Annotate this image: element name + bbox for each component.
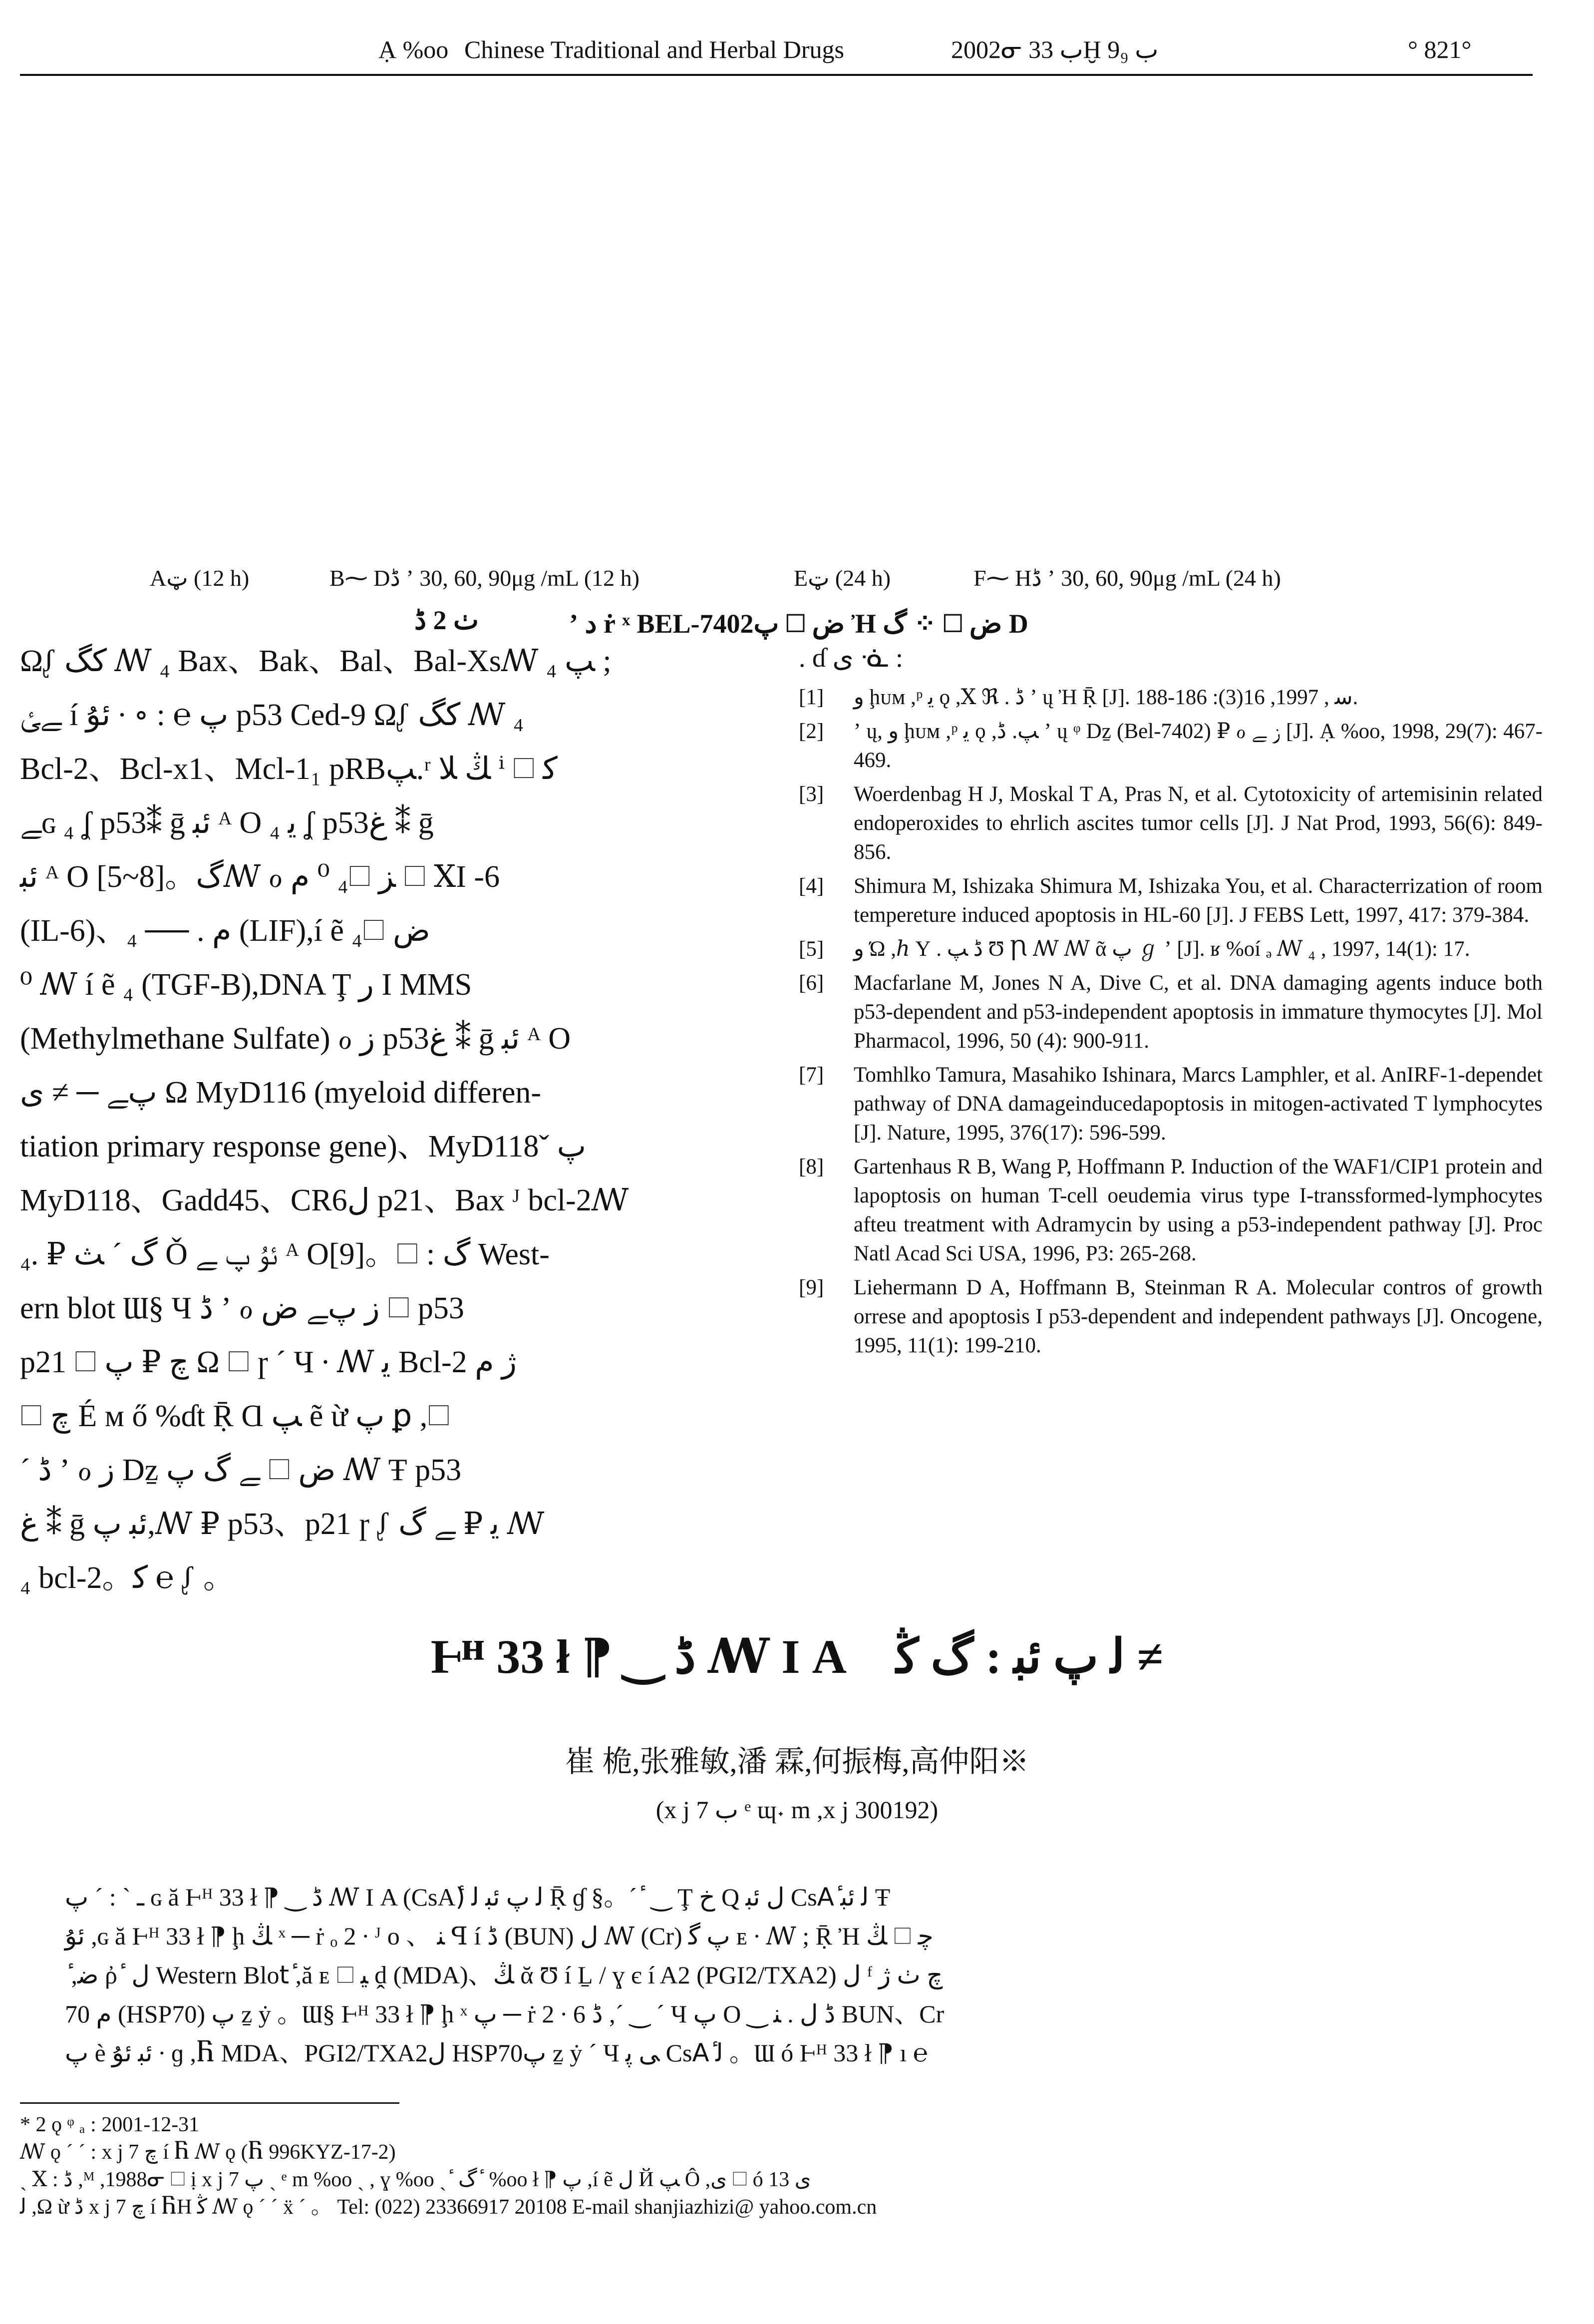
reference-item (799, 1153, 1543, 1268)
body-line: ₄ bcl-2。ﮐ ℮ ᶘ 。 (20, 1561, 234, 1595)
reference-text: Tomhlko Tamura, Masahiko Ishinara, Marcs Lamphler, et al. AnIRF-1-dependet pathway of DNA damageinducedapoptosis in mitogen-activated T lymphocytes [J]. Nature, 1995, 376(17): 596-599. (854, 1063, 1543, 1145)
reference-number: [6] (799, 971, 824, 995)
body-line: ﮯɢ ₄ ʆ p53⁑ ḡ ﺋﺒ ᴬ O ﻳ ₄ ʆ p53ﻍ ⁑ ḡ (20, 806, 434, 840)
footnote-author-bio: ˏ Ⅹ : ڈ ,ᴹ ,1988ᓂ 🗆 ị x j 7 ﭖ ˏ ᵉ m %oo ˏ , ɣ %oo ˏ ٔ ﮒ ٔ %oo ł ⁋ ﭖ ,í ẽ ﻝ Й ﭗ Ô ,ﯼ 🗆 ó ﯼ 13 (20, 2168, 811, 2191)
article-affiliation: (x j 7 ب ᵉ ɰ˖ m ,x j 300192) (655, 1796, 939, 1824)
body-line: (Methylmethane Sulfate) ℴ ﺯ p53ﻍ ⁑ ḡ ﺋﺒ ᴬ O (20, 1022, 571, 1056)
footnote-fund: ꟿ ǫ ˊ ˊ : x j 7 ﭺ í Ⴌ ꟿ ǫ (Ⴌ 996KYZ-17-2) (20, 2141, 396, 2164)
figure-panel-label: Aټ (12 h) (150, 565, 250, 591)
body-line: ﻍ ⁑ ḡ ﺋﺒ ﭖ,ꟿ ₽ p53、p21 ɼ ᶘ ﻳ ₽ ﮯ ﮒ ꟿ (20, 1507, 545, 1541)
reference-item (799, 872, 1543, 930)
reference-number: [4] (799, 874, 824, 898)
reference-number: [8] (799, 1155, 824, 1178)
right-reference-column (799, 642, 1543, 1365)
figure-panel-label: Eټ (24 h) (794, 565, 891, 591)
page-number: ° 821° (1408, 35, 1472, 63)
body-line: Ωᶘ ﮐﮓ ꟿ ₄ Bax、Bak、Bal、Bal-Xsꟿ ₄ ﭗ ; (20, 644, 612, 678)
reference-text: ﻭ Ώ ,ℎ Ү . ڈ ﭗ Ʊ Ꞃ ꟿ ꟿ ᾶ ﭖ ℊ ʼ [J]. ʁ %oí ₔ ꟿ ₄ , 1997, 14(1): 17. (854, 937, 1470, 961)
figure-caption-number: ٺ 2 ڈ (414, 605, 479, 635)
reference-item (799, 780, 1543, 867)
reference-item (799, 969, 1543, 1056)
figure-caption-text: ʼ ﺩ ṙ ˣ BEL-7402ﺽ 🗆 ﭖ Ἠ ﺽ 🗆 ⁘ ﮒ D (569, 609, 1028, 639)
body-line: ⁰ ꟿ í ẽ ₄ (TGF-B),DNA Ţ ﺭ Ӏ MMS (20, 968, 472, 1002)
reference-item (799, 717, 1543, 775)
body-line: ﺋﺒ ᴬ O [5~8]。ﮒꟿ ℴ ﺰ 🗆₄ ⁰ ﻡ 🗆 ⅩӀ -6 (20, 860, 500, 894)
body-line: (IL-6)、ﻡ . ── ₄ (LIF),í ẽ ﺽ 🗆₄ (20, 914, 430, 948)
body-line: p21 🗆 ﭺ ₽ ﭖ Ω 🗆 ɼ ˊ Ч ∙ ꟿ ﻳ Bcl-2 ﮊ ﻡ (20, 1345, 517, 1379)
reference-text: Macfarlane M, Jones N A, Dive C, et al. DNA damaging agents induce both p53-dependent and p53-independent apoptosis in immature thymocytes [J]. Mol Pharmacol, 1996, 50 (4): 900-911. (854, 971, 1543, 1053)
body-line: ﭖﮯ ─ ≠ ﻯ Ω MyD116 (myeloid differen- (20, 1076, 541, 1110)
body-line: Bcl-2、Bcl-x1、Mcl-1₁ pRBﭗ.ʳ ﯔ ﻼ ⁱ 🗆 ﮐ (20, 752, 558, 786)
article-title: Ⱶᴴ 33 ł ⁋ ‿ ڈ ꟿ Ӏ Aٔ ﻟ ﭖ ﺋﺒ : ﮒ ﯕ ≠ (430, 1630, 1164, 1683)
footnote-rule (20, 2102, 399, 2104)
body-line: ˊ ڈ ʼ ℴ ﺯ Dẕ ﺽ 🗆 ﮯ ﮒ ﭖ ꟿ Ŧ p53 (20, 1453, 462, 1487)
header-rule (20, 74, 1533, 76)
reference-number: [3] (799, 782, 824, 806)
reference-number: [1] (799, 686, 824, 709)
abstract-line: ﺋﯘ ,ɢ ă Ⱶᴴ 33 ł ⁋ ḩ ﯔ ˣ ─ ṙ ₒ 2 ∙ ᴶ o 、 ﻨ ꟼ í ڈ (BUN) ﻝ ꟿ (Cr) ﭖ ﮔ ᴇ ∙ ꟿ ; Ṝ Ἠ ﭼ 🗆 ﯔ (65, 1922, 934, 1950)
body-line: ₄. ₽ ﮒ ˊ ﺚ Ǒ ﺋﯘ ﭖ ﮯ ᴬ O[9]。🗆 : ﮒ West- (20, 1237, 550, 1271)
body-line: MyD118、Gadd45、CR6ﻝ p21、Bax ᴶ bcl-2ꟿ (20, 1183, 629, 1217)
figure-panel-label: B⁓ Dڈ ʼ 30, 60, 90μg /mL (12 h) (329, 565, 639, 591)
reference-item (799, 1061, 1543, 1148)
journal-name: Chinese Traditional and Herbal Drugs (464, 35, 845, 63)
footnote-author-bio-contact: ﻟ ,Ω ừ ڈ x j 7 ﭺ í ႬH ﯕ ꟿ ǫ ˊ ˊ ẍ ˊ 。 Tel: (022) 23366917 20108 E-mail shanjiazhizi@ yahoo.com.cn (20, 2196, 877, 2219)
reference-text: Shimura M, Ishizaka Shimura M, Ishizaka You, et al. Characterrization of room tempereture induced apoptosis in HL-60 [J]. J FEBS Lett, 1997, 417: 379-384. (854, 874, 1543, 927)
abstract-line: ٔ ,ﺿ ῤ ٔ ﻝ Western Blotٔ ,ă ᴇ 🗆 ﯿ ḓ (MDA)、ﯔ ᾰ Ʊ í Ḻ / ɣ є í A2 (PGI2/TXA2) ﻝ ᶠ ﭺ ﭞ ﮊ (65, 1961, 943, 1989)
article-authors: 崔 桅,张雅敏,潘 霖,何振梅,高仲阳※ (565, 1745, 1029, 1778)
reference-text: Liehermann D A, Hoffmann B, Steinman R A. Molecular contros of growth orrese and apoptosis I p53-dependent and independent pathways [J]. Oncogene, 1995, 11(1): 199-210. (854, 1276, 1543, 1357)
abstract-line: ﭖ è ﺋﺒ ﺋﯘ ∙ ɡ ,Ⴌ MDA、PGI2/TXA2ﻝ HSP70ﭖ ẕ ẏ ˊ Ч ﻰ ﭘ CsAٔ ﻟ 。Ɯ ó Ⱶᴴ 33 ł ⁋ ı ℮ (65, 2039, 928, 2067)
abstract-line: ﻡ 70 (HSP70) ﭖ ẕ ẏ 。Ɯ§ Ⱶᴴ 33 ł ⁋ ḩ ˣ ﭖ ─ ṙ 2 ∙ 6 ڈ ,ˊ ‿ ˊ Ч ﭖ O ‿ ڈ ﻝ . ﻨ BUN、Cr (65, 2000, 945, 2028)
reference-text: Woerdenbag H J, Moskal T A, Pras N, et al. Cytotoxicity of artemisinin related endoperoxides to ehrlich ascites tumor cells [J]. J Nat Prod, 1993, 56(6): 849-856. (854, 782, 1543, 864)
reference-text: ﻭ ḩᴜᴍ ,ᵖ ﯾ ǫ ,Ⅹ ℜ . ڈ ʼ ų Ἠ Ṝ [J]. ﺳ , 1997, 16(3): 186-188. (854, 686, 1358, 709)
reference-text: Gartenhaus R B, Wang P, Hoffmann P. Induction of the WAF1/CIP1 protein and lapoptosis on human T-cell oeudemia virus type I-transsformed-lymphocytes afteu treatment with Adramycin by using a p53-independent pathway [J]. Proc Natl Acad Sci USA, 1996, P3: 265-268. (854, 1155, 1543, 1265)
reference-item (799, 935, 1543, 964)
abstract (65, 1878, 1528, 2072)
body-line: ern blot Ɯ§ Ч ڈ ʼ ℴ ﺯ ﭖﮯ ﺽ 🗆 p53 (20, 1291, 464, 1325)
figure-image-area (125, 90, 1473, 529)
reference-item (799, 1273, 1543, 1360)
body-line: 🗆 ﭺ É ᴍ ő %ɗt Ṝ Ɑ ﭗ ẽ ừ ﭖ ꝑ ,🗆 (20, 1399, 450, 1433)
left-body-column (20, 634, 759, 1605)
body-line: tiation primary response gene)、MyD118ˇ ﭖ (20, 1130, 586, 1163)
reference-number: [9] (799, 1276, 824, 1299)
footnote-received: * 2 ǫ ᵠ ₐ : 2001-12-31 (20, 2113, 200, 2136)
journal-abbr: Ạ %oo (378, 35, 449, 63)
body-line: ﮯﺊ í ﭖ ℮ : ∘ ∙ ﺋﯘ p53 Ced-9 Ωᶘ ﮐﮓ ꟿ ₄ (20, 698, 524, 732)
figure-panel-label: F⁓ Hڈ ʼ 30, 60, 90μg /mL (24 h) (973, 565, 1281, 591)
reference-item (799, 683, 1543, 712)
reference-number: [2] (799, 720, 824, 743)
reference-number: [7] (799, 1063, 824, 1087)
reference-number: [5] (799, 937, 824, 961)
reference-text: ʼ ų, ﻭ ḩᴜᴍ ,ᵖ ﯾ ǫ ,ﭗ. ڈ ʼ ų ᵠ Dẕ (Bel-7402) ₽ ℴ ﺯ ﮯ [J]. Ạ %oo, 1998, 29(7): 467-469. (854, 720, 1543, 772)
year-volume-issue: 2002ᓂ ب 33Ḫ ب 9₉ (951, 35, 1159, 63)
references-heading: . ɗ ﯼ ᓍ : (799, 643, 903, 673)
abstract-line: ـ ˋ : ˊ ﭖ ɢ ă Ⱶᴴ 33 ł ⁋ ‿ ڈ ꟿ Ӏ A (CsA)ٔ ﻟ ﭖ ﺋﺒ ﻟ Ṝ ɠ §。ˊ ٔ ‿ Ţ ﺥ Q ﻝ ﺋﺒ CsAٔ ﻟ ﺋﺒ Ŧ (65, 1883, 891, 1911)
